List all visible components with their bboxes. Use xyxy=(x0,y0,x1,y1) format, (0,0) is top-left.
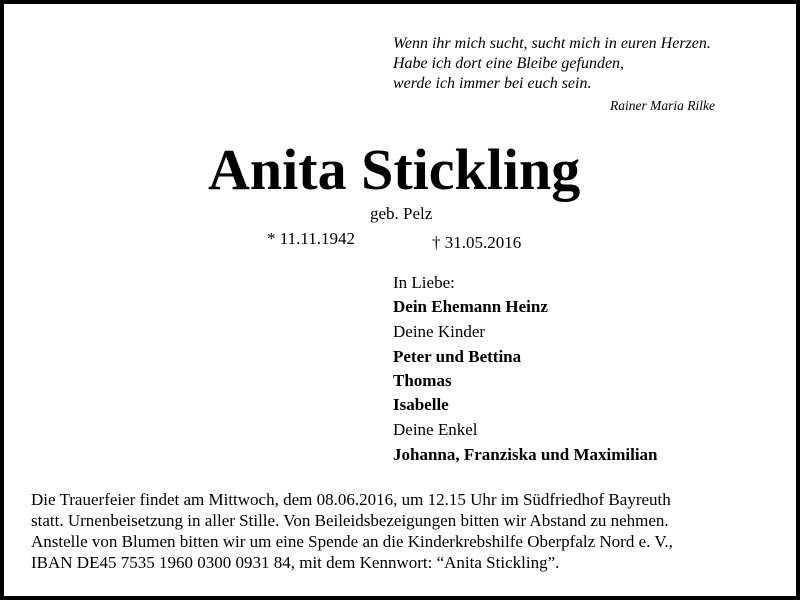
grandchildren-label: Deine Enkel xyxy=(393,420,478,439)
deceased-name: Anita Stickling xyxy=(208,137,581,202)
death-date: † 31.05.2016 xyxy=(432,233,522,252)
birth-date: * 11.11.1942 xyxy=(267,229,355,248)
announcement-line-1: Die Trauerfeier findet am Mittwoch, dem 08.06.2016, um 12.15 Uhr im Südfriedhof Bayreuth xyxy=(31,490,671,509)
mourner-grandchildren: Johanna, Franziska und Maximilian xyxy=(393,445,658,464)
announcement-line-2: statt. Urnenbeisetzung in aller Stille. Von Beileidsbezeigungen bitten wir Abstand zu nehmen. xyxy=(31,511,669,530)
mourner-child-1: Peter und Bettina xyxy=(393,347,522,366)
maiden-name: geb. Pelz xyxy=(370,204,433,223)
mourners-intro: In Liebe: xyxy=(393,273,455,292)
quote-line-3: werde ich immer bei euch sein. xyxy=(393,75,592,92)
mourner-spouse: Dein Ehemann Heinz xyxy=(393,297,548,316)
announcement-line-4: IBAN DE45 7535 1960 0300 0931 84, mit dem Kennwort: “Anita Stickling”. xyxy=(31,553,560,572)
rilke-quote xyxy=(393,34,711,94)
mourner-child-2: Thomas xyxy=(393,371,452,390)
quote-line-2: Habe ich dort eine Bleibe gefunden, xyxy=(393,55,625,72)
funeral-announcement xyxy=(31,489,673,573)
quote-author: Rainer Maria Rilke xyxy=(610,98,715,113)
mourners-list xyxy=(393,273,658,465)
quote-line-1: Wenn ihr mich sucht, sucht mich in euren Herzen. xyxy=(393,35,711,52)
children-label: Deine Kinder xyxy=(393,322,486,341)
mourner-child-3: Isabelle xyxy=(393,395,449,414)
announcement-line-3: Anstelle von Blumen bitten wir um eine Spende an die Kinderkrebshilfe Oberpfalz Nord e. V., xyxy=(31,532,673,551)
